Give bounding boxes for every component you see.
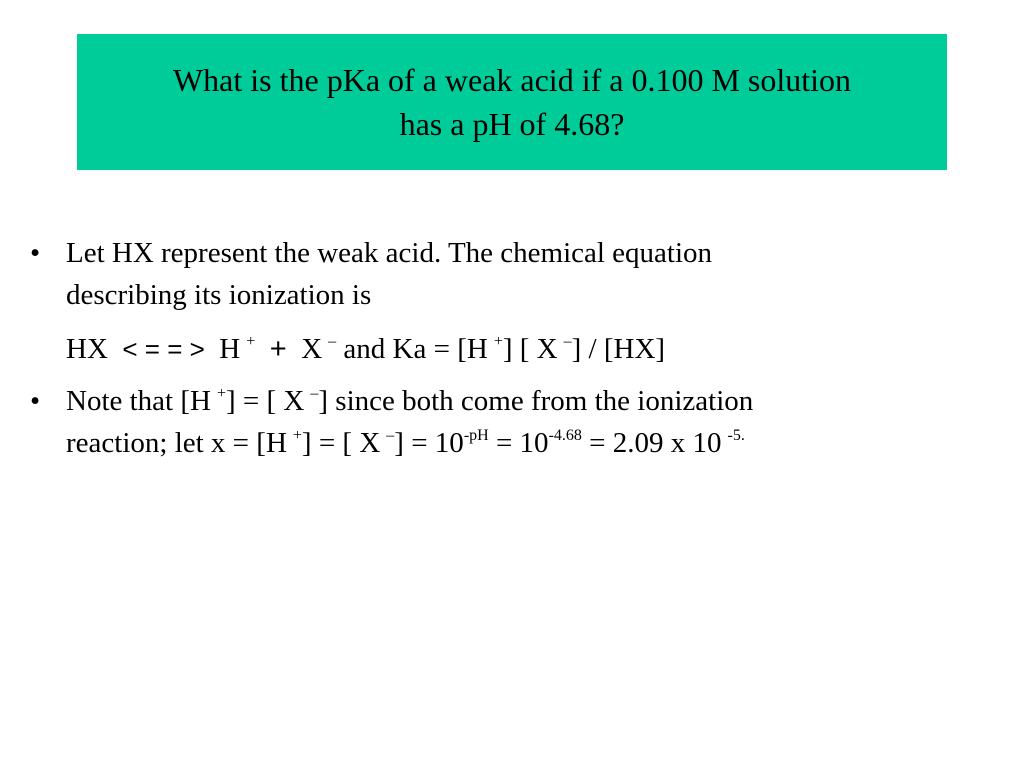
b2-l1-x-charge: – — [310, 385, 319, 402]
bullet-item-2 — [0, 380, 1024, 464]
eq-hx: HX — [66, 333, 108, 365]
b2-l2-a: reaction; let x = [H — [66, 427, 287, 459]
b2-l2-exp-result: -5. — [727, 427, 745, 444]
eq-h-charge: + — [246, 333, 256, 350]
b2-l2-x-charge: – — [386, 427, 395, 444]
bullet-2-line-2 — [66, 422, 984, 464]
b2-l1-b: ] = [ X — [226, 385, 305, 417]
b2-l1-c: ] since both come from the ionization — [318, 385, 754, 417]
title-box — [77, 34, 947, 170]
slide-title — [161, 58, 863, 146]
b2-l1-a: Note that [H — [66, 385, 211, 417]
b2-l2-exp-value: -4.68 — [548, 427, 582, 444]
bullet-1-line-2: describing its ionization is — [66, 279, 372, 311]
eq-x-charge: – — [328, 333, 337, 350]
bullet-1-line-1: Let HX represent the weak acid. The chemical equation — [66, 237, 713, 269]
eq-ka-end: ] / [HX] — [571, 333, 666, 365]
b2-l1-h-charge: + — [216, 385, 226, 402]
eq-x: X — [301, 333, 323, 365]
eq-and-ka: and Ka = [H — [343, 333, 488, 365]
eq-ka-h-charge: + — [493, 333, 503, 350]
eq-equilibrium-arrow: < = = > — [122, 334, 205, 364]
bullet-marker: • — [30, 385, 41, 417]
eq-plus: + — [269, 333, 287, 365]
bullet-2-line-1 — [66, 380, 984, 422]
b2-l2-b: ] = [ X — [301, 427, 381, 459]
eq-ka-mid: ] [ X — [502, 333, 558, 365]
b2-l2-exp-ph: -pH — [463, 427, 489, 444]
title-line-1: What is the pKa of a weak acid if a 0.100 M solution — [172, 62, 852, 98]
bullet-item-1 — [0, 232, 1024, 316]
eq-h: H — [219, 333, 241, 365]
b2-l2-c: ] = 10 — [394, 427, 464, 459]
bullet-marker: • — [30, 237, 41, 269]
b2-l2-h-charge: + — [292, 427, 302, 444]
slide-body — [0, 232, 1024, 464]
b2-l2-d: = 10 — [488, 427, 549, 459]
ionization-equation — [0, 328, 1024, 370]
title-line-2: has a pH of 4.68? — [399, 106, 625, 142]
eq-ka-x-charge: – — [563, 333, 572, 350]
b2-l2-e: = 2.09 x 10 — [581, 427, 722, 459]
